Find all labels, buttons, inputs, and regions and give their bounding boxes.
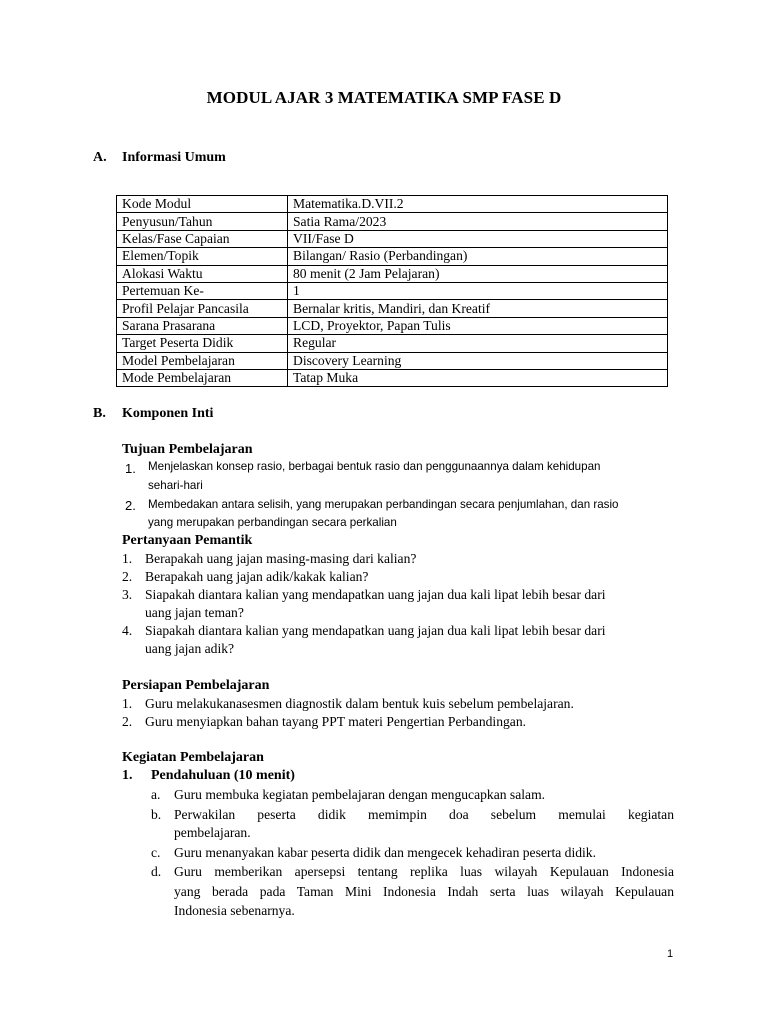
section-a-label: A. xyxy=(93,150,107,165)
list-number: 1. xyxy=(125,461,136,476)
table-row xyxy=(117,317,668,334)
table-label-cell: Model Pembelajaran xyxy=(117,352,288,369)
table-label-cell: Mode Pembelajaran xyxy=(117,369,288,386)
table-row xyxy=(117,369,668,386)
section-b-label: B. xyxy=(93,406,106,421)
kegiatan-heading: Kegiatan Pembelajaran xyxy=(122,750,264,765)
pendahuluan-number: 1. xyxy=(122,768,133,783)
list-text: Guru menanyakan kabar peserta didik dan mengecek kehadiran peserta didik. xyxy=(174,845,596,860)
list-text: Menjelaskan konsep rasio, berbagai bentuk rasio dan penggunaannya dalam kehidupan xyxy=(148,460,601,473)
table-label-cell: Pertemuan Ke- xyxy=(117,282,288,299)
list-letter: b. xyxy=(151,807,162,822)
section-a-text: Informasi Umum xyxy=(122,150,226,165)
table-label-cell: Profil Pelajar Pancasila xyxy=(117,300,288,317)
section-b-text: Komponen Inti xyxy=(122,406,214,421)
table-value-cell: 80 menit (2 Jam Pelajaran) xyxy=(288,265,668,282)
table-row xyxy=(117,265,668,282)
table-row xyxy=(117,213,668,230)
list-number: 4. xyxy=(122,623,133,638)
list-number: 1. xyxy=(122,696,133,711)
list-number: 2. xyxy=(125,498,136,513)
table-value-cell: Regular xyxy=(288,335,668,352)
table-value-cell: VII/Fase D xyxy=(288,230,668,247)
table-row xyxy=(117,335,668,352)
table-row xyxy=(117,300,668,317)
pemantik-heading: Pertanyaan Pemantik xyxy=(122,533,253,548)
table-row xyxy=(117,196,668,213)
table-label-cell: Target Peserta Didik xyxy=(117,335,288,352)
page-number: 1 xyxy=(667,948,674,960)
tujuan-heading: Tujuan Pembelajaran xyxy=(122,442,253,457)
list-text-cont: Indonesia sebenarnya. xyxy=(174,903,295,918)
list-text-cont: yang berada pada Taman Mini Indonesia Indah serta luas wilayah Kepulauan xyxy=(174,884,674,899)
list-text: Berapakah uang jajan masing-masing dari kalian? xyxy=(145,551,417,566)
list-text-cont: uang jajan adik? xyxy=(145,641,235,656)
table-label-cell: Sarana Prasarana xyxy=(117,317,288,334)
section-b-heading xyxy=(93,406,393,424)
table-row xyxy=(117,230,668,247)
persiapan-heading: Persiapan Pembelajaran xyxy=(122,678,270,693)
list-number: 2. xyxy=(122,569,133,584)
table-value-cell: Tatap Muka xyxy=(288,369,668,386)
list-text: Guru memberikan apersepsi tentang replika luas wilayah Kepulauan Indonesia xyxy=(174,864,674,879)
table-value-cell: LCD, Proyektor, Papan Tulis xyxy=(288,317,668,334)
table-value-cell: Satia Rama/2023 xyxy=(288,213,668,230)
table-row xyxy=(117,282,668,299)
list-number: 3. xyxy=(122,587,133,602)
list-text-cont: pembelajaran. xyxy=(174,825,251,840)
table-label-cell: Elemen/Topik xyxy=(117,248,288,265)
table-label-cell: Kelas/Fase Capaian xyxy=(117,230,288,247)
list-letter: c. xyxy=(151,845,161,860)
list-number: 2. xyxy=(122,714,133,729)
pendahuluan-title: Pendahuluan (10 menit) xyxy=(151,768,295,783)
list-text: Guru melakukanasesmen diagnostik dalam bentuk kuis sebelum pembelajaran. xyxy=(145,696,574,711)
section-a-heading xyxy=(93,150,393,168)
list-text: Berapakah uang jajan adik/kakak kalian? xyxy=(145,569,369,584)
table-row xyxy=(117,352,668,369)
list-letter: a. xyxy=(151,787,161,802)
page-title: MODUL AJAR 3 MATEMATIKA SMP FASE D xyxy=(206,88,562,107)
table-label-cell: Penyusun/Tahun xyxy=(117,213,288,230)
table-value-cell: 1 xyxy=(288,282,668,299)
table-value-cell: Discovery Learning xyxy=(288,352,668,369)
table-value-cell: Bilangan/ Rasio (Perbandingan) xyxy=(288,248,668,265)
list-text-cont: uang jajan teman? xyxy=(145,605,244,620)
list-number: 1. xyxy=(122,551,133,566)
list-text: Membedakan antara selisih, yang merupakan perbandingan secara penjumlahan, dan rasio xyxy=(148,498,619,511)
table-value-cell: Bernalar kritis, Mandiri, dan Kreatif xyxy=(288,300,668,317)
list-text: Guru menyiapkan bahan tayang PPT materi Pengertian Perbandingan. xyxy=(145,714,527,729)
list-text-cont: yang merupakan perbandingan secara perkalian xyxy=(148,516,397,529)
list-text: Siapakah diantara kalian yang mendapatkan uang jajan dua kali lipat lebih besar dari xyxy=(145,587,606,602)
list-text: Perwakilan peserta didik memimpin doa sebelum memulai kegiatan xyxy=(174,807,674,822)
info-table xyxy=(116,195,668,387)
list-letter: d. xyxy=(151,864,162,879)
list-text: Siapakah diantara kalian yang mendapatkan uang jajan dua kali lipat lebih besar dari xyxy=(145,623,606,638)
table-label-cell: Alokasi Waktu xyxy=(117,265,288,282)
table-label-cell: Kode Modul xyxy=(117,196,288,213)
table-row xyxy=(117,248,668,265)
list-text-cont: sehari-hari xyxy=(148,479,203,492)
list-text: Guru membuka kegiatan pembelajaran dengan mengucapkan salam. xyxy=(174,787,546,802)
table-value-cell: Matematika.D.VII.2 xyxy=(288,196,668,213)
